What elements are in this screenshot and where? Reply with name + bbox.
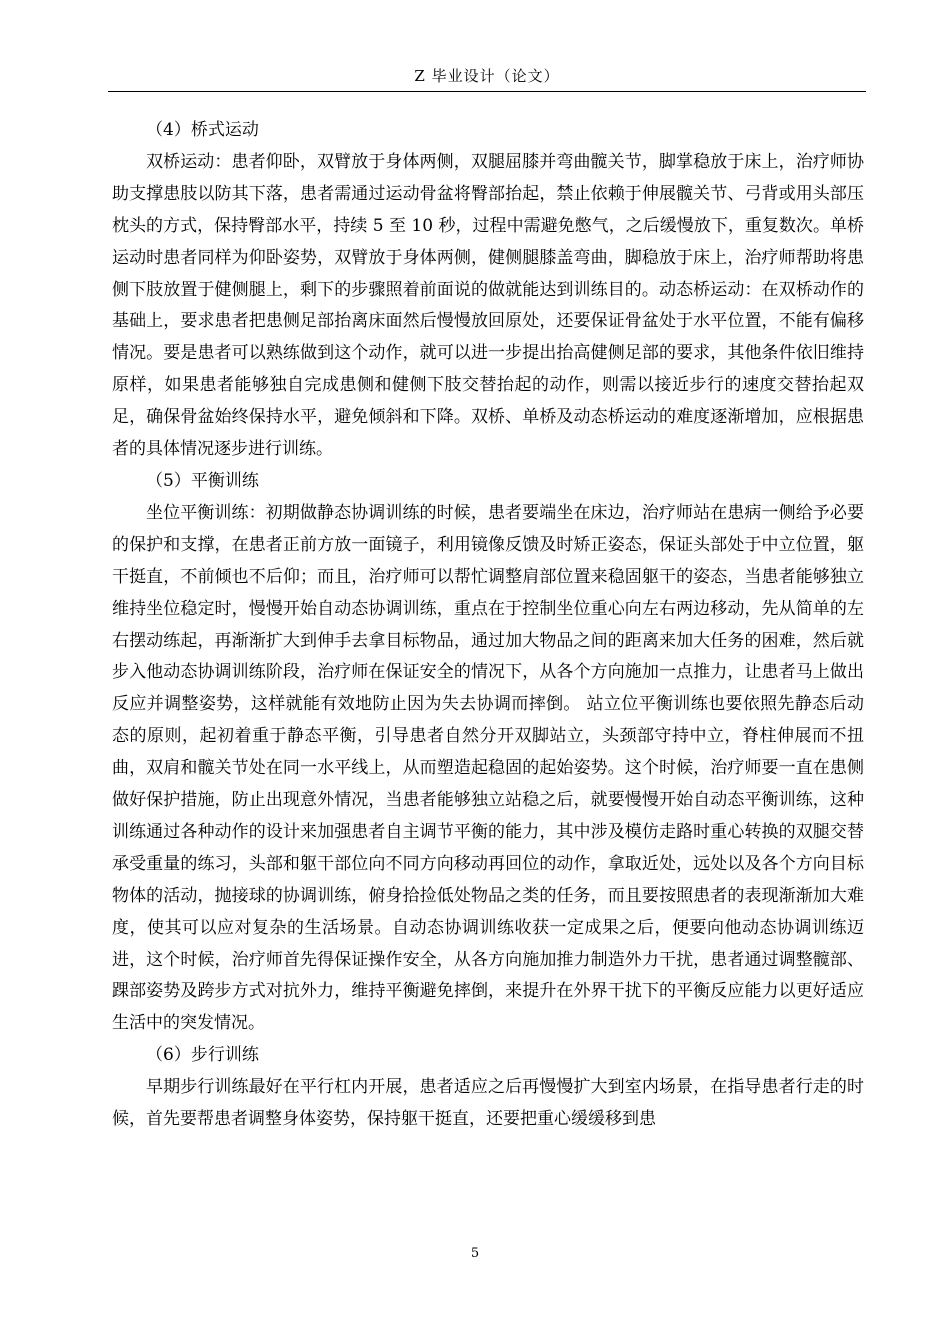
subheading-balance-training: （5）平衡训练 [146, 470, 259, 491]
page-number: 5 [470, 1246, 480, 1261]
page-header: Z 毕业设计（论文） [414, 67, 560, 85]
paragraph-bridge-exercise: 双桥运动：患者仰卧，双臂放于身体两侧，双腿屈膝并弯曲髋关节，脚掌稳放于床上，治疗师协助支撑患肢以防其下落，患者需通过运动骨盆将臀部抬起，禁止依赖于伸展髋关节、弓背或用头部压枕头的方式，保持臀部水平，持续 5 至 10 秒，过程中需避免憋气，之后缓慢放下，重复数次。单桥运动时患者同样为仰卧姿势，双臂放于身体两侧，健侧腿膝盖弯曲，脚稳放于床上，治疗师帮助将患侧下肢放置于健侧腿上，剩下的步骤照着前面说的做就能达到训练目的。动态桥运动：在双桥动作的基础上，要求患者把患侧足部抬离床面然后慢慢放回原处，还要保证骨盆处于水平位置，不能有偏移情况。要是患者可以熟练做到这个动作，就可以进一步提出抬高健侧足部的要求，其他条件依旧维持原样，如果患者能够独自完成患侧和健侧下肢交替抬起的动作，则需以接近步行的速度交替抬起双足，确保骨盆始终保持水平，避免倾斜和下降。双桥、单桥及动态桥运动的难度逐渐增加，应根据患者的具体情况逐步进行训练。 [112, 151, 864, 460]
subheading-bridge-exercise: （4）桥式运动 [146, 120, 259, 140]
paragraph-walking-training: 早期步行训练最好在平行杠内开展，患者适应之后再慢慢扩大到室内场景，在指导患者行走的时候，首先要帮患者调整身体姿势，保持躯干挺直，还要把重心缓缓移到患 [112, 1077, 864, 1130]
subheading-walking-training: （6）步行训练 [146, 1045, 259, 1066]
document-body [112, 115, 864, 1136]
header-divider [108, 91, 866, 92]
paragraph-balance-training: 坐位平衡训练：初期做静态协调训练的时候，患者要端坐在床边，治疗师站在患病一侧给予必要的保护和支撑，在患者正前方放一面镜子，利用镜像反馈及时矫正姿态，保证头部处于中立位置，躯干挺直，不前倾也不后仰；而且，治疗师可以帮忙调整肩部位置来稳固躯干的姿态，当患者能够独立维持坐位稳定时，慢慢开始自动态协调训练，重点在于控制坐位重心向左右两边移动，先从简单的左右摆动练起，再渐渐扩大到伸手去拿目标物品，通过加大物品之间的距离来加大任务的困难，然后就步入他动态协调训练阶段，治疗师在保证安全的情况下，从各个方向施加一点推力，让患者马上做出反应并调整姿势，这样就能有效地防止因为失去协调而摔倒。 站立位平衡训练也要依照先静态后动态的原则，起初着重于静态平衡，引导患者自然分开双脚站立，头颈部守持中立，脊柱伸展而不扭曲，双肩和髋关节处在同一水平线上，从而塑造起稳固的起始姿势。这个时候，治疗师要一直在患侧做好保护措施，防止出现意外情况，当患者能够独立站稳之后，就要慢慢开始自动态平衡训练，这种训练通过各种动作的设计来加强患者自主调节平衡的能力，其中涉及模仿走路时重心转换的双腿交替承受重量的练习，头部和躯干部位向不同方向移动再回位的动作，拿取近处，远处以及各个方向目标物体的活动，抛接球的协调训练，俯身拾捡低处物品之类的任务，而且要按照患者的表现渐渐加大难度，使其可以应对复杂的生活场景。自动态协调训练收获一定成果之后，便要向他动态协调训练迈进，这个时候，治疗师首先得保证操作安全，从各方向施加推力制造外力干扰，患者通过调整髋部、踝部姿势及跨步方式对抗外力，维持平衡避免摔倒，来提升在外界干扰下的平衡反应能力以更好适应生活中的突发情况。 [112, 502, 864, 1034]
